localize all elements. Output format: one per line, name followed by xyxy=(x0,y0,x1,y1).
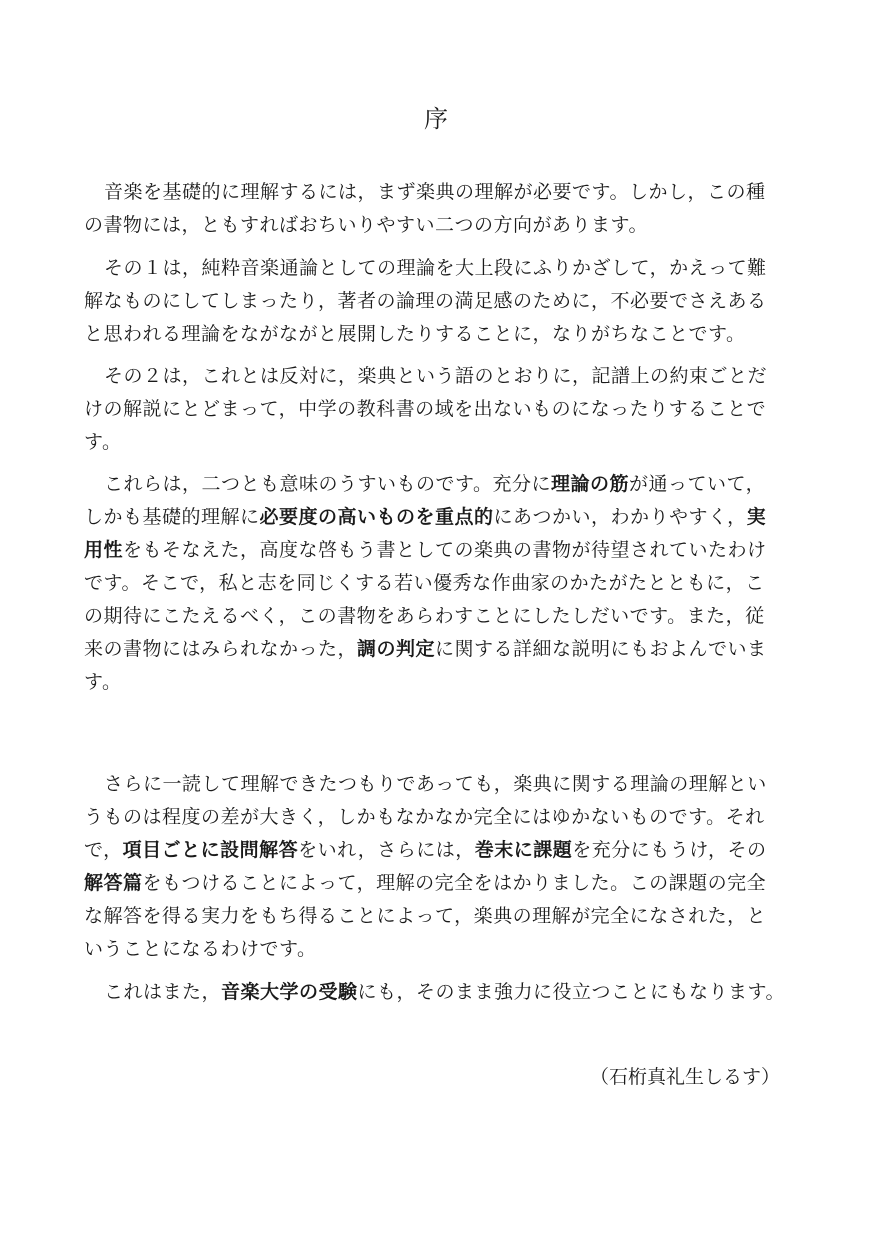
text-segment: をもそなえた，高度な啓もう書としての楽典の書物が待望されていたわけ xyxy=(123,539,767,561)
text-line xyxy=(84,505,804,529)
text-segment: す。 xyxy=(84,671,122,693)
emphasized-text: 巻末に課題 xyxy=(474,839,573,861)
text-segment: これらは，二つとも意味のうすいものです。充分に xyxy=(104,473,551,495)
text-segment: を充分にもうけ，その xyxy=(572,839,767,861)
text-line xyxy=(84,604,804,628)
text-segment: これはまた， xyxy=(104,981,222,1003)
emphasized-text: 必要度の高いものを重点的 xyxy=(259,506,494,528)
text-line xyxy=(104,472,824,496)
text-line xyxy=(104,980,824,1004)
text-segment: しかも基礎的理解に xyxy=(84,506,260,528)
text-line xyxy=(84,838,804,862)
text-segment: が通っていて， xyxy=(629,473,766,495)
text-segment: と思われる理論をながながと展開したりすることに，なりがちなことです。 xyxy=(84,323,746,345)
text-segment: その１は，純粋音楽通論としての理論を大上段にふりかざして，かえって難 xyxy=(104,257,767,279)
text-line xyxy=(104,364,824,388)
emphasized-text: 調の判定 xyxy=(357,638,436,660)
text-line xyxy=(84,213,804,237)
emphasized-text: 用性 xyxy=(84,539,124,561)
text-segment: に関する詳細な説明にもおよんでいま xyxy=(435,638,767,660)
text-segment: にあつかい，わかりやすく， xyxy=(493,506,747,528)
emphasized-text: 解答篇 xyxy=(84,872,143,894)
text-segment: な解答を得る実力をもち得ることによって，楽典の理解が完全になされた，と xyxy=(84,905,767,927)
text-segment: うものは程度の差が大きく，しかもなかなか完全にはゆかないものです。それ xyxy=(84,806,765,828)
text-segment: で， xyxy=(84,839,123,861)
author-signature: （石桁真礼生しるす） xyxy=(589,1066,780,1088)
text-segment: 解なものにしてしまったり，著者の論理の満足感のために，不必要でさえある xyxy=(84,290,767,312)
text-segment: 音楽を基礎的に理解するには，まず楽典の理解が必要です。しかし，この種 xyxy=(104,181,766,203)
page-title: 序 xyxy=(424,105,448,133)
text-line xyxy=(104,180,824,204)
text-segment: にも，そのまま強力に役立つことにもなります。 xyxy=(357,981,786,1003)
text-line xyxy=(84,322,804,346)
emphasized-text: 実 xyxy=(746,506,767,528)
text-segment: その２は，これとは反対に，楽典という語のとおりに，記譜上の約束ごとだ xyxy=(104,365,768,387)
text-line xyxy=(84,871,804,895)
text-line xyxy=(84,430,804,454)
text-segment: 来の書物にはみられなかった， xyxy=(84,638,358,660)
text-line xyxy=(84,637,804,661)
text-line xyxy=(84,670,804,694)
text-line xyxy=(84,805,804,829)
text-segment: です。そこで，私と志を同じくする若い優秀な作曲家のかたがたとともに，こ xyxy=(84,572,765,594)
text-line xyxy=(84,397,804,421)
text-line xyxy=(84,571,804,595)
text-segment: の期待にこたえるべく，この書物をあらわすことにしたしだいです。また，従 xyxy=(84,605,765,627)
text-segment: けの解説にとどまって，中学の教科書の域を出ないものになったりすることで xyxy=(84,398,767,420)
text-line xyxy=(104,772,824,796)
text-segment: す。 xyxy=(84,431,122,453)
text-line xyxy=(84,289,804,313)
text-line xyxy=(84,904,804,928)
text-line xyxy=(84,937,804,961)
text-segment: さらに一読して理解できたつもりであっても，楽典に関する理論の理解とい xyxy=(104,773,767,795)
text-segment: をもつけることによって，理解の完全をはかりました。この課題の完全 xyxy=(142,872,767,894)
text-line xyxy=(104,256,824,280)
emphasized-text: 理論の筋 xyxy=(550,473,629,495)
text-line xyxy=(84,538,804,562)
text-segment: をいれ，さらには， xyxy=(298,839,475,861)
emphasized-text: 音楽大学の受験 xyxy=(221,981,358,1003)
text-segment: いうことになるわけです。 xyxy=(84,938,317,960)
text-segment: の書物には，ともすればおちいりやすい二つの方向があります。 xyxy=(84,214,648,236)
emphasized-text: 項目ごとに設問解答 xyxy=(122,839,299,861)
